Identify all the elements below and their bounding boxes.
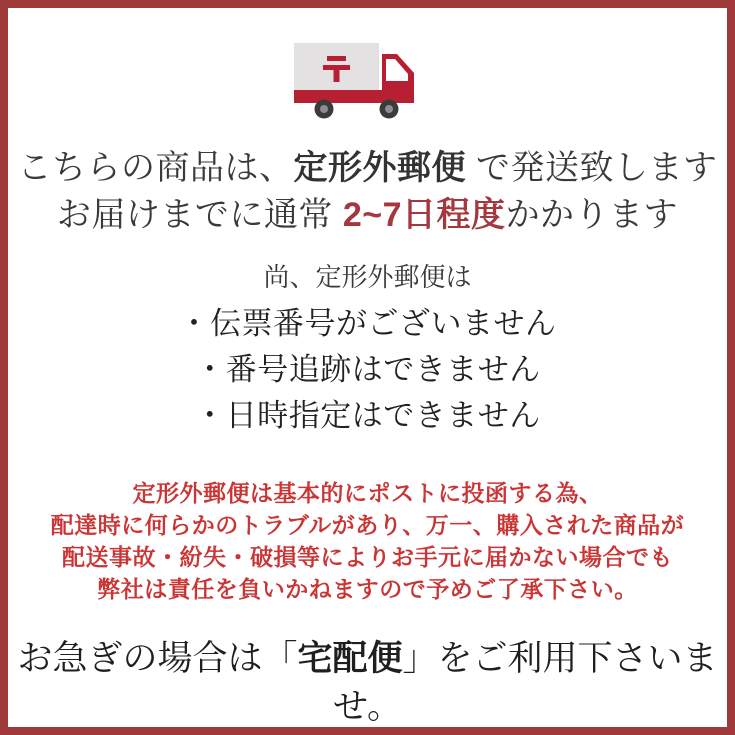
liability-warning	[8, 477, 727, 605]
headline-line1-post: で発送致します	[466, 149, 718, 187]
warning-line: 配達時に何らかのトラブルがあり、万一、購入された商品が	[50, 512, 685, 538]
delivery-duration: 2~7日程度	[342, 196, 506, 234]
footer-courier-option: 宅配便	[297, 639, 403, 678]
express-option-note	[8, 635, 727, 731]
shipping-method-headline	[8, 145, 727, 239]
limitations-list	[8, 301, 727, 439]
postal-delivery-truck-icon	[294, 43, 414, 119]
list-item: ・日時指定はできません	[194, 398, 541, 433]
footer-pre: お急ぎの場合は「	[17, 639, 298, 678]
warning-line: 弊社は責任を負いかねますので予めご了承下さい。	[97, 576, 638, 602]
headline-shipping-method: 定形外郵便	[293, 149, 467, 187]
warning-line: 配送事故・紛失・破損等によりお手元に届かない場合でも	[62, 544, 673, 570]
list-item: ・伝票番号がございません	[178, 306, 557, 341]
headline-line1-pre: こちらの商品は、	[17, 149, 294, 187]
headline-line2-pre: お届けまでに通常	[56, 196, 343, 234]
footer-post: 」をご利用下さいませ。	[333, 639, 718, 726]
subheading: 尚、定形外郵便は	[263, 262, 472, 292]
warning-line: 定形外郵便は基本的にポストに投函する為、	[132, 480, 603, 506]
headline-line2-post: かかります	[505, 196, 679, 234]
list-item: ・番号追跡はできません	[194, 352, 541, 387]
